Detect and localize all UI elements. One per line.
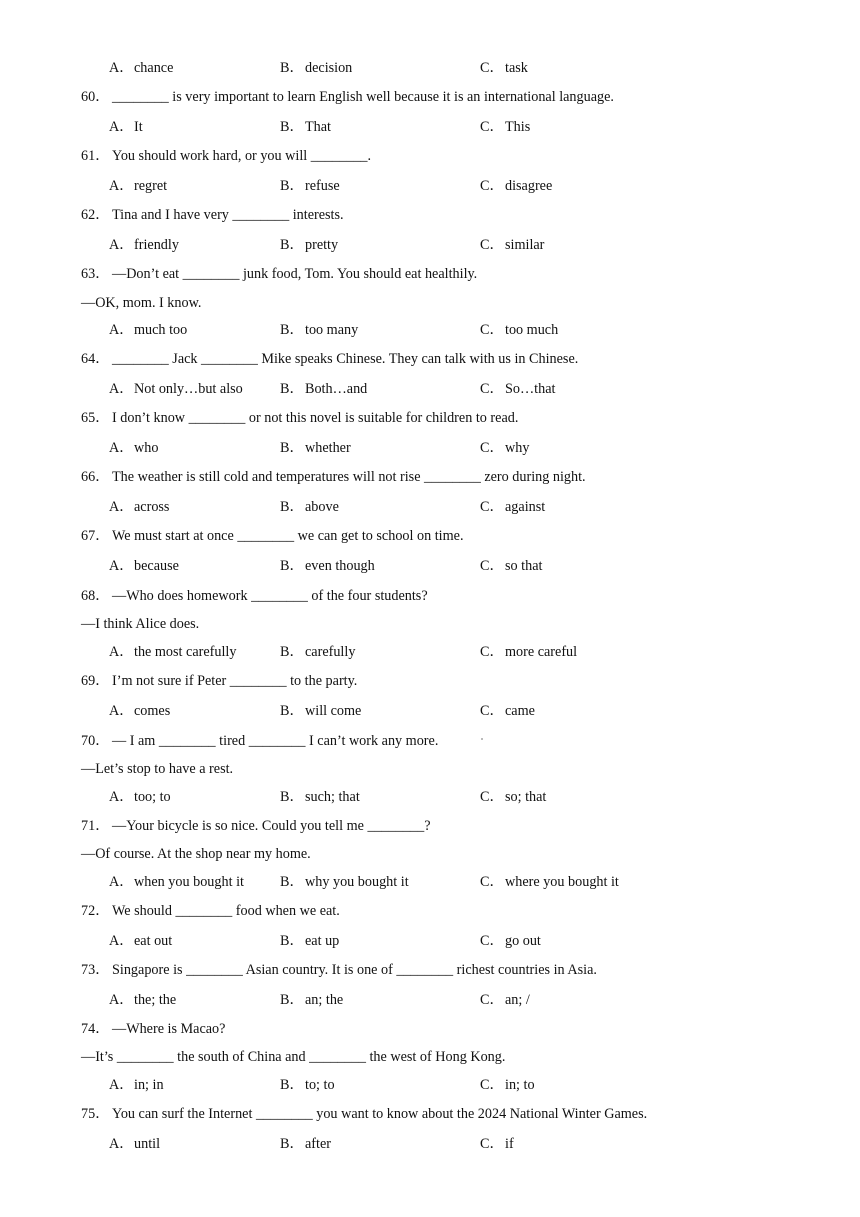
question-number: 73． (81, 962, 110, 978)
option-b-text: will come (305, 703, 362, 719)
option-a: A．across (109, 499, 170, 515)
option-c-text: where you bought it (505, 874, 619, 890)
options-row (109, 236, 809, 254)
option-a-text: eat out (134, 933, 173, 949)
option-b: B．carefully (280, 644, 356, 660)
option-a-text: friendly (134, 237, 179, 253)
options-row (109, 59, 809, 77)
option-b: B．eat up (280, 933, 340, 949)
dialogue-reply: —It’s ________ the south of China and ________ the west of Hong Kong. (81, 1049, 506, 1065)
dialogue-reply: —Let’s stop to have a rest. (81, 761, 234, 777)
option-b-text: to; to (305, 1077, 335, 1093)
option-c-text: so; that (505, 789, 547, 805)
option-c: C．in; to (480, 1077, 535, 1093)
option-a: A．in; in (109, 1077, 164, 1093)
option-a-text: too; to (134, 789, 171, 805)
question-72 (81, 902, 340, 920)
option-a-text: comes (134, 703, 171, 719)
dialogue-reply: —OK, mom. I know. (81, 295, 202, 311)
question-number: 67． (81, 528, 110, 544)
option-b-text: Both…and (305, 381, 368, 397)
option-a: A．when you bought it (109, 874, 244, 890)
question-stem: —Your bicycle is so nice. Could you tell me ________? (112, 818, 431, 834)
option-b: B．pretty (280, 237, 339, 253)
option-b-text: That (305, 119, 331, 135)
option-c-text: This (505, 119, 531, 135)
option-a: A．because (109, 558, 179, 574)
question-stem: I’m not sure if Peter ________ to the party. (112, 673, 358, 689)
option-a: A．who (109, 440, 159, 456)
options-row (109, 932, 809, 950)
question-stem: ________ Jack ________ Mike speaks Chinese. They can talk with us in Chinese. (112, 351, 579, 367)
options-row (109, 991, 809, 1009)
option-b-text: why you bought it (305, 874, 409, 890)
option-c-text: an; / (505, 992, 530, 1008)
question-stem: The weather is still cold and temperatures will not rise ________ zero during night. (112, 469, 586, 485)
question-61 (81, 147, 371, 165)
options-row (109, 1135, 809, 1153)
option-a-text: It (134, 119, 143, 135)
question-stem: — I am ________ tired ________ I can’t work any more. (112, 733, 439, 749)
question-number: 72． (81, 903, 110, 919)
question-64 (81, 350, 578, 368)
question-stem: I don’t know ________ or not this novel is suitable for children to read. (112, 410, 519, 426)
options-row (109, 643, 809, 661)
option-a-text: Not only…but also (134, 381, 243, 397)
question-number: 60． (81, 89, 110, 105)
options-row (109, 788, 809, 806)
option-a-text: across (134, 499, 170, 515)
question-number: 64． (81, 351, 110, 367)
option-b-text: eat up (305, 933, 340, 949)
question-60 (81, 88, 614, 106)
option-b: B．will come (280, 703, 362, 719)
option-c-text: disagree (505, 178, 553, 194)
option-a: A．much too (109, 322, 188, 338)
option-c: C．an; / (480, 992, 530, 1008)
option-c: C．So…that (480, 381, 556, 397)
options-row (109, 439, 809, 457)
option-c: C．too much (480, 322, 559, 338)
option-a-text: until (134, 1136, 161, 1152)
option-c: C．where you bought it (480, 874, 619, 890)
option-c-text: so that (505, 558, 543, 574)
option-c-text: too much (505, 322, 559, 338)
option-c-text: in; to (505, 1077, 535, 1093)
question-71 (81, 817, 431, 835)
option-a-text: the; the (134, 992, 177, 1008)
option-c: C．why (480, 440, 530, 456)
question-62 (81, 206, 344, 224)
option-b: B．Both…and (280, 381, 368, 397)
question-stem: We should ________ food when we eat. (112, 903, 340, 919)
question-number: 62． (81, 207, 110, 223)
option-a: A．the most carefully (109, 644, 237, 660)
question-number: 66． (81, 469, 110, 485)
question-74 (81, 1020, 225, 1038)
option-c-text: against (505, 499, 546, 515)
option-c-text: So…that (505, 381, 556, 397)
question-number: 61． (81, 148, 110, 164)
options-row (109, 498, 809, 516)
option-a-text: regret (134, 178, 168, 194)
option-b-text: whether (305, 440, 351, 456)
option-b-text: decision (305, 60, 353, 76)
dialogue-reply: —Of course. At the shop near my home. (81, 846, 311, 862)
question-65 (81, 409, 518, 427)
question-number: 68． (81, 588, 110, 604)
option-a-text: much too (134, 322, 188, 338)
stray-mark (481, 738, 483, 740)
options-row (109, 118, 809, 136)
option-a: A．friendly (109, 237, 179, 253)
option-a-text: chance (134, 60, 174, 76)
option-b: B．an; the (280, 992, 344, 1008)
question-number: 74． (81, 1021, 110, 1037)
option-a: A．Not only…but also (109, 381, 243, 397)
question-number: 70． (81, 733, 110, 749)
options-row (109, 1076, 809, 1094)
option-a-text: who (134, 440, 159, 456)
options-row (109, 177, 809, 195)
question-75 (81, 1105, 647, 1123)
option-c-text: more careful (505, 644, 578, 660)
option-c: C．disagree (480, 178, 553, 194)
option-a: A．the; the (109, 992, 177, 1008)
question-number: 69． (81, 673, 110, 689)
question-66 (81, 468, 586, 486)
options-row (109, 557, 809, 575)
question-stem: Singapore is ________ Asian country. It is one of ________ richest countries in Asia. (112, 962, 597, 978)
option-c-text: go out (505, 933, 541, 949)
option-a: A．comes (109, 703, 171, 719)
option-a-text: in; in (134, 1077, 164, 1093)
question-number: 63． (81, 266, 110, 282)
option-a: A．chance (109, 60, 174, 76)
option-c-text: came (505, 703, 535, 719)
option-a: A．eat out (109, 933, 173, 949)
option-a: A．It (109, 119, 143, 135)
option-c-text: why (505, 440, 530, 456)
options-row (109, 321, 809, 339)
option-b-text: even though (305, 558, 375, 574)
option-a-text: the most carefully (134, 644, 237, 660)
options-row (109, 873, 809, 891)
option-a: A．until (109, 1136, 161, 1152)
question-number: 71． (81, 818, 110, 834)
option-a: A．too; to (109, 789, 171, 805)
option-b-text: too many (305, 322, 359, 338)
option-c: C．came (480, 703, 535, 719)
option-b: B．That (280, 119, 331, 135)
question-73 (81, 961, 597, 979)
question-69 (81, 672, 357, 690)
question-stem: Tina and I have very ________ interests. (112, 207, 344, 223)
option-c: C．This (480, 119, 531, 135)
option-b-text: pretty (305, 237, 339, 253)
dialogue-reply: —I think Alice does. (81, 616, 200, 632)
options-row (109, 380, 809, 398)
option-b-text: an; the (305, 992, 344, 1008)
option-b: B．decision (280, 60, 353, 76)
question-stem: We must start at once ________ we can get to school on time. (112, 528, 464, 544)
option-c-text: task (505, 60, 528, 76)
question-stem: ________ is very important to learn English well because it is an international language. (112, 89, 614, 105)
option-c: C．go out (480, 933, 541, 949)
option-c-text: similar (505, 237, 545, 253)
question-stem: You can surf the Internet ________ you want to know about the 2024 National Winter Games. (112, 1106, 648, 1122)
option-b: B．such; that (280, 789, 360, 805)
option-b: B．whether (280, 440, 351, 456)
question-68 (81, 587, 428, 605)
question-63 (81, 265, 477, 283)
option-a-text: because (134, 558, 179, 574)
option-c: C．task (480, 60, 528, 76)
option-c: C．so; that (480, 789, 547, 805)
option-c: C．against (480, 499, 546, 515)
option-b-text: after (305, 1136, 331, 1152)
option-c: C．similar (480, 237, 545, 253)
option-b-text: carefully (305, 644, 356, 660)
question-stem: —Who does homework ________ of the four students? (112, 588, 428, 604)
option-c: C．more careful (480, 644, 578, 660)
option-b-text: refuse (305, 178, 340, 194)
option-c: C．so that (480, 558, 543, 574)
option-a: A．regret (109, 178, 168, 194)
option-c: C．if (480, 1136, 514, 1152)
question-70 (81, 732, 438, 750)
option-b: B．too many (280, 322, 359, 338)
option-b: B．why you bought it (280, 874, 409, 890)
options-row (109, 702, 809, 720)
question-number: 75． (81, 1106, 110, 1122)
question-stem: —Don’t eat ________ junk food, Tom. You should eat healthily. (112, 266, 478, 282)
option-c-text: if (505, 1136, 514, 1152)
question-stem: —Where is Macao? (112, 1021, 226, 1037)
option-b-text: such; that (305, 789, 360, 805)
question-number: 65． (81, 410, 110, 426)
question-stem: You should work hard, or you will ________. (112, 148, 372, 164)
option-a-text: when you bought it (134, 874, 244, 890)
option-b: B．refuse (280, 178, 340, 194)
option-b: B．after (280, 1136, 331, 1152)
option-b: B．even though (280, 558, 375, 574)
option-b: B．to; to (280, 1077, 335, 1093)
question-67 (81, 527, 464, 545)
option-b-text: above (305, 499, 339, 515)
option-b: B．above (280, 499, 339, 515)
